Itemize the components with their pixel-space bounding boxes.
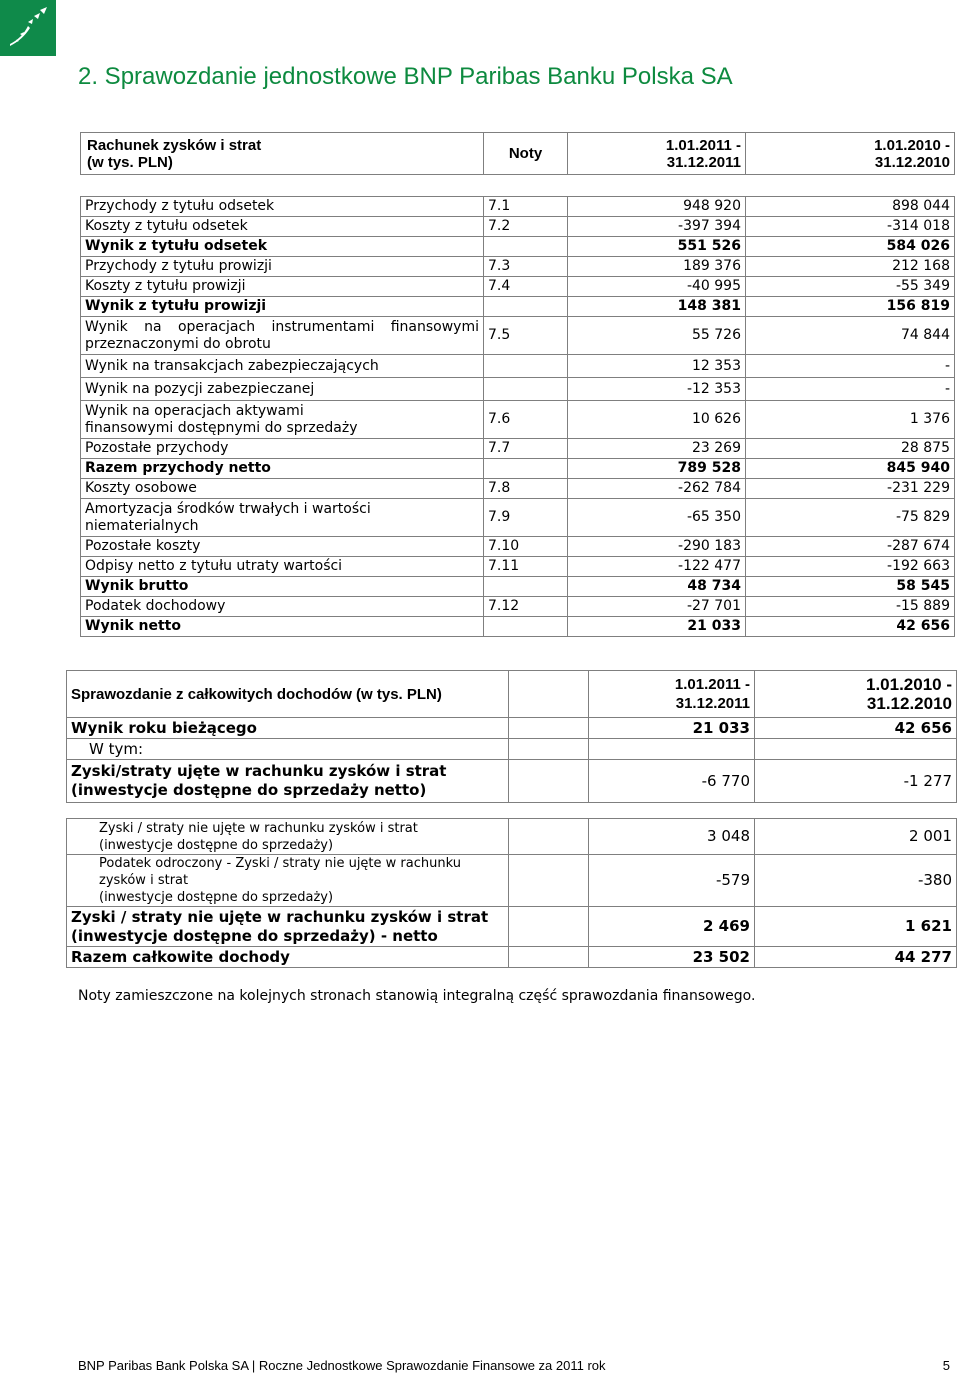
row-value-2010: - (746, 355, 955, 378)
row-label-line1: Zyski / straty nie ujęte w rachunku zysków i strat (71, 907, 489, 926)
empty-cell (509, 718, 589, 739)
empty-cell (509, 907, 589, 947)
table-row (67, 718, 957, 739)
row-label: Przychody z tytułu odsetek (81, 197, 484, 217)
table-row (81, 479, 955, 499)
table-row (81, 237, 955, 257)
table-row (81, 197, 955, 217)
table-row (81, 439, 955, 459)
row-label-line1: Podatek odroczony - Zyski / straty nie ujęte w rachunku zysków i strat (99, 856, 461, 888)
row-note: 7.2 (484, 217, 568, 237)
table-row (81, 537, 955, 557)
row-value-2011: 23 502 (589, 947, 755, 968)
row-note: 7.11 (484, 557, 568, 577)
table-row (67, 947, 957, 968)
empty-cell (509, 760, 589, 803)
table-row (67, 855, 957, 907)
row-value-2010: - (746, 378, 955, 401)
table-row (81, 317, 955, 355)
footnote: Noty zamieszczone na kolejnych stronach stanowią integralną część sprawozdania finansowego. (78, 988, 756, 1004)
income-title-line2: (w tys. PLN) (87, 153, 173, 171)
row-label: Razem całkowite dochody (67, 947, 509, 968)
table-row (81, 401, 955, 439)
row-note: 7.6 (484, 401, 568, 439)
row-value-2010: 156 819 (746, 297, 955, 317)
row-value-2011: -579 (589, 855, 755, 907)
row-label (67, 907, 509, 947)
footer-text: BNP Paribas Bank Polska SA | Roczne Jednostkowe Sprawozdanie Finansowe za 2011 rok (78, 1358, 606, 1373)
table-row (81, 277, 955, 297)
table-row (67, 739, 957, 760)
row-value-2011: -6 770 (589, 760, 755, 803)
table-row (81, 499, 955, 537)
comprehensive-title: Sprawozdanie z całkowitych dochodów (w tys. PLN) (67, 671, 509, 718)
comprehensive-header-row (67, 671, 957, 718)
row-value-2010 (755, 739, 957, 760)
row-value-2010: 28 875 (746, 439, 955, 459)
table-row (81, 557, 955, 577)
row-label: Odpisy netto z tytułu utraty wartości (81, 557, 484, 577)
row-note (484, 355, 568, 378)
row-label: Przychody z tytułu prowizji (81, 257, 484, 277)
row-value-2010: 898 044 (746, 197, 955, 217)
row-value-2010: -380 (755, 855, 957, 907)
row-note (484, 297, 568, 317)
row-note: 7.8 (484, 479, 568, 499)
income-title-line1: Rachunek zysków i strat (87, 136, 262, 154)
row-value-2011: 21 033 (589, 718, 755, 739)
row-note (484, 577, 568, 597)
row-value-2011: 2 469 (589, 907, 755, 947)
row-value-2011: -290 183 (568, 537, 746, 557)
empty-cell (509, 947, 589, 968)
row-value-2010: 1 376 (746, 401, 955, 439)
empty-cell (509, 819, 589, 855)
notes-column-header: Noty (484, 133, 568, 175)
table-row (81, 378, 955, 401)
row-value-2010: -231 229 (746, 479, 955, 499)
row-value-2011: -397 394 (568, 217, 746, 237)
row-value-2010: -192 663 (746, 557, 955, 577)
row-value-2010: -75 829 (746, 499, 955, 537)
row-value-2011: 3 048 (589, 819, 755, 855)
row-value-2010: 42 656 (755, 718, 957, 739)
period-2011-line1: 1.01.2011 - (665, 136, 741, 154)
row-label: Podatek dochodowy (81, 597, 484, 617)
row-label-line2: (inwestycje dostępne do sprzedaży) - netto (71, 926, 438, 945)
period-2011-line2: 31.12.2011 (666, 153, 741, 171)
row-value-2011: 21 033 (568, 617, 746, 637)
row-value-2011: 189 376 (568, 257, 746, 277)
row-label: Wynik z tytułu prowizji (81, 297, 484, 317)
row-note: 7.5 (484, 317, 568, 355)
row-label: Wynik roku bieżącego (67, 718, 509, 739)
row-note (484, 617, 568, 637)
row-label: Koszty osobowe (81, 479, 484, 499)
row-value-2011: 789 528 (568, 459, 746, 479)
row-value-2010: 44 277 (755, 947, 957, 968)
table-row (81, 297, 955, 317)
table-row (67, 907, 957, 947)
row-label (67, 760, 509, 803)
table-row (81, 617, 955, 637)
row-note: 7.4 (484, 277, 568, 297)
row-value-2010: -1 277 (755, 760, 957, 803)
empty-cell (509, 739, 589, 760)
row-value-2010: -55 349 (746, 277, 955, 297)
empty-cell (509, 671, 589, 718)
income-header-row (81, 133, 955, 175)
row-value-2011 (589, 739, 755, 760)
spacer-row (81, 175, 955, 197)
period-2010-line2: 31.12.2010 (866, 694, 952, 713)
row-note (484, 459, 568, 479)
row-note (484, 237, 568, 257)
row-note: 7.3 (484, 257, 568, 277)
row-value-2011: 551 526 (568, 237, 746, 257)
row-note: 7.7 (484, 439, 568, 459)
row-value-2011: 12 353 (568, 355, 746, 378)
row-note: 7.12 (484, 597, 568, 617)
row-value-2011: 55 726 (568, 317, 746, 355)
period-2010-header (746, 133, 955, 175)
row-label-line2: (inwestycje dostępne do sprzedaży) (99, 837, 334, 853)
row-value-2011: 948 920 (568, 197, 746, 217)
row-value-2011: 48 734 (568, 577, 746, 597)
income-header-title (81, 133, 484, 175)
row-value-2011: -12 353 (568, 378, 746, 401)
comprehensive-income-table (66, 670, 957, 968)
row-value-2010: 212 168 (746, 257, 955, 277)
row-label: Razem przychody netto (81, 459, 484, 479)
row-note: 7.1 (484, 197, 568, 217)
period-2010-header (755, 671, 957, 718)
table-row (81, 257, 955, 277)
row-value-2010: 1 621 (755, 907, 957, 947)
table-row (67, 760, 957, 803)
row-value-2010: 584 026 (746, 237, 955, 257)
period-2011-header (568, 133, 746, 175)
table-row (67, 819, 957, 855)
row-label: Wynik na pozycji zabezpieczanej (81, 378, 484, 401)
row-note: 7.9 (484, 499, 568, 537)
row-value-2011: -262 784 (568, 479, 746, 499)
row-value-2010: -15 889 (746, 597, 955, 617)
table-row (81, 355, 955, 378)
table-row (81, 459, 955, 479)
row-value-2010: 2 001 (755, 819, 957, 855)
row-label (67, 855, 509, 907)
row-label-line1: Zyski / straty nie ujęte w rachunku zysków i strat (99, 820, 418, 836)
table-row (81, 577, 955, 597)
empty-cell (509, 855, 589, 907)
row-value-2010: 74 844 (746, 317, 955, 355)
period-2010-line1: 1.01.2010 - (874, 136, 950, 154)
row-label: Amortyzacja środków trwałych i wartości niematerialnych (81, 499, 484, 537)
table-row (81, 597, 955, 617)
period-2010-line1: 1.01.2010 - (865, 675, 952, 694)
income-statement-table (80, 132, 955, 637)
row-label (67, 819, 509, 855)
row-value-2010: 845 940 (746, 459, 955, 479)
row-label: Pozostałe koszty (81, 537, 484, 557)
spacer-row (67, 803, 957, 819)
period-2010-line2: 31.12.2010 (874, 153, 950, 171)
row-value-2010: 42 656 (746, 617, 955, 637)
row-value-2011: -27 701 (568, 597, 746, 617)
page-number: 5 (942, 1358, 950, 1373)
row-label: Pozostałe przychody (81, 439, 484, 459)
row-value-2011: 23 269 (568, 439, 746, 459)
row-value-2011: 148 381 (568, 297, 746, 317)
period-2011-header (589, 671, 755, 718)
row-label: Wynik brutto (81, 577, 484, 597)
row-label: Wynik netto (81, 617, 484, 637)
row-label: Wynik na operacjach instrumentami finansowymi przeznaczonymi do obrotu (81, 317, 484, 355)
row-label: Wynik na operacjach aktywami finansowymi dostępnymi do sprzedaży (81, 401, 484, 439)
row-value-2010: -314 018 (746, 217, 955, 237)
row-value-2010: 58 545 (746, 577, 955, 597)
bnp-paribas-logo (0, 0, 56, 56)
row-label: W tym: (67, 739, 509, 760)
page-footer (78, 1358, 950, 1373)
row-label: Wynik z tytułu odsetek (81, 237, 484, 257)
page-title: 2. Sprawozdanie jednostkowe BNP Paribas Banku Polska SA (78, 63, 733, 90)
row-label-line2: (inwestycje dostępne do sprzedaży) (99, 890, 334, 905)
row-value-2010: -287 674 (746, 537, 955, 557)
period-2011-line1: 1.01.2011 - (674, 676, 750, 693)
row-label: Koszty z tytułu prowizji (81, 277, 484, 297)
table-row (81, 217, 955, 237)
row-label: Koszty z tytułu odsetek (81, 217, 484, 237)
row-value-2011: -122 477 (568, 557, 746, 577)
row-value-2011: -40 995 (568, 277, 746, 297)
period-2011-line2: 31.12.2011 (675, 695, 750, 712)
row-value-2011: -65 350 (568, 499, 746, 537)
row-value-2011: 10 626 (568, 401, 746, 439)
row-label: Wynik na transakcjach zabezpieczających (81, 355, 484, 378)
row-note (484, 378, 568, 401)
row-label-line1: Zyski/straty ujęte w rachunku zysków i strat (71, 762, 447, 780)
row-note: 7.10 (484, 537, 568, 557)
row-label-line2: (inwestycje dostępne do sprzedaży netto) (71, 781, 427, 799)
